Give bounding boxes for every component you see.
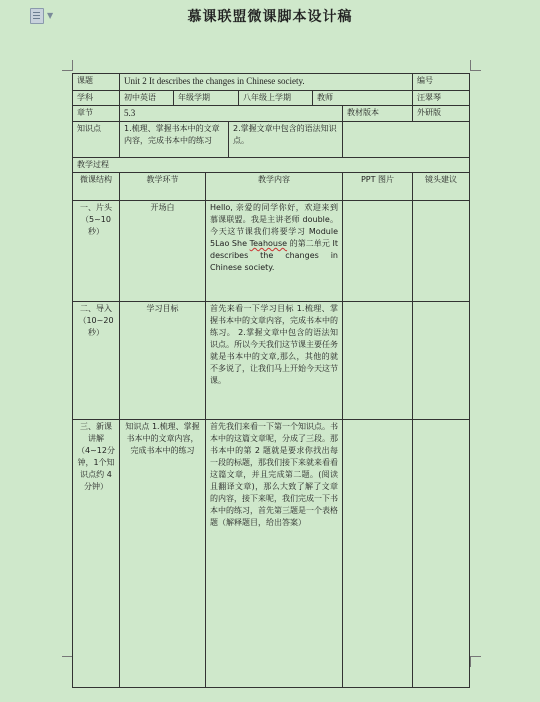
row3-step: 知识点 1.梳理、掌握书本中的文章内容，完成书本中的练习 [120, 420, 206, 688]
teacher-value[interactable]: 汪翠琴 [413, 90, 470, 105]
col-step: 教学环节 [120, 173, 206, 201]
row1-content-misspelled: Teahouse [249, 239, 288, 248]
row1-camera[interactable] [413, 201, 470, 302]
subject-label: 学科 [73, 90, 120, 105]
row2-camera[interactable] [413, 302, 470, 420]
row1-structure: 一、片头（5~10秒） [73, 201, 120, 302]
crop-mark-bottom-right [470, 656, 481, 667]
row1-ppt[interactable] [343, 201, 413, 302]
process-label: 教学过程 [73, 158, 470, 173]
col-structure: 微课结构 [73, 173, 120, 201]
chapter-label: 章节 [73, 105, 120, 122]
number-label: 编号 [413, 74, 470, 91]
row3-ppt[interactable] [343, 420, 413, 688]
col-ppt: PPT 图片 [343, 173, 413, 201]
topic-value[interactable]: Unit 2 It describes the changes in Chinese society. [120, 74, 413, 91]
script-table [72, 73, 470, 688]
crop-mark-top-left [62, 60, 73, 71]
chevron-down-icon[interactable]: ▼ [47, 11, 54, 20]
col-content: 教学内容 [206, 173, 343, 201]
teacher-label: 教师 [317, 92, 333, 102]
subject-value[interactable]: 初中英语 [120, 91, 174, 105]
grade-value[interactable]: 八年级上学期 [239, 91, 313, 105]
row2-structure: 二、导入（10~20秒） [73, 302, 120, 420]
knowledge-empty [343, 122, 470, 158]
crop-mark-top-right [470, 60, 481, 71]
row2-step: 学习目标 [120, 302, 206, 420]
row2-content[interactable]: 首先来看一下学习目标 1.梳理、掌握书本中的文章内容，完成书本中的练习。 2.掌握文章中包含的语法知识点。所以今天我们这节课主要任务就是书本中的文章,那么，其他的就不多说了，让我们马上开始今天这节课。 [206, 302, 343, 420]
col-camera: 镜头建议 [413, 173, 470, 201]
page-title: 慕课联盟微课脚本设计稿 [187, 9, 353, 25]
knowledge-label: 知识点 [73, 122, 120, 158]
row3-camera[interactable] [413, 420, 470, 688]
row2-ppt[interactable] [343, 302, 413, 420]
chapter-value[interactable]: 5.3 [120, 105, 343, 122]
subject-grade-teacher-cell [120, 90, 413, 105]
grade-label: 年级学期 [174, 91, 239, 105]
knowledge-point-2[interactable]: 2.掌握文章中包含的语法知识点。 [233, 124, 337, 145]
knowledge-cell [120, 122, 343, 158]
topic-label: 课题 [73, 74, 120, 91]
edition-value[interactable]: 外研版 [413, 105, 470, 122]
row1-step: 开场白 [120, 201, 206, 302]
row3-structure: 三、新课讲解（4~12分钟，1个知识点约 4分钟） [73, 420, 120, 688]
edition-label: 教材版本 [343, 105, 413, 122]
knowledge-point-1[interactable]: 1.梳理、掌握书本中的文章内容，完成书本中的练习 [120, 122, 229, 157]
row3-content[interactable]: 首先我们来看一下第一个知识点。书本中的这篇文章呢，分成了三段。那书本中的第 2 题就是要求你找出每一段的标题，那我们接下来就来看看这篇文章，并且完成第二题。(阅读且翻译文章)，那么大致了解了文章的内容，接下来呢，我们完成一下书本中的练习，首先第三题是一个表格题（解释题目，给出答案） [206, 420, 343, 688]
row1-content[interactable]: Hello, 亲爱的同学你好，欢迎来到慕课联盟。我是主讲老师 double。今天这节课我们将要学习 Module 5Lao She Teahouse 的第二单元 It describes the changes in Chinese society. [206, 201, 343, 302]
